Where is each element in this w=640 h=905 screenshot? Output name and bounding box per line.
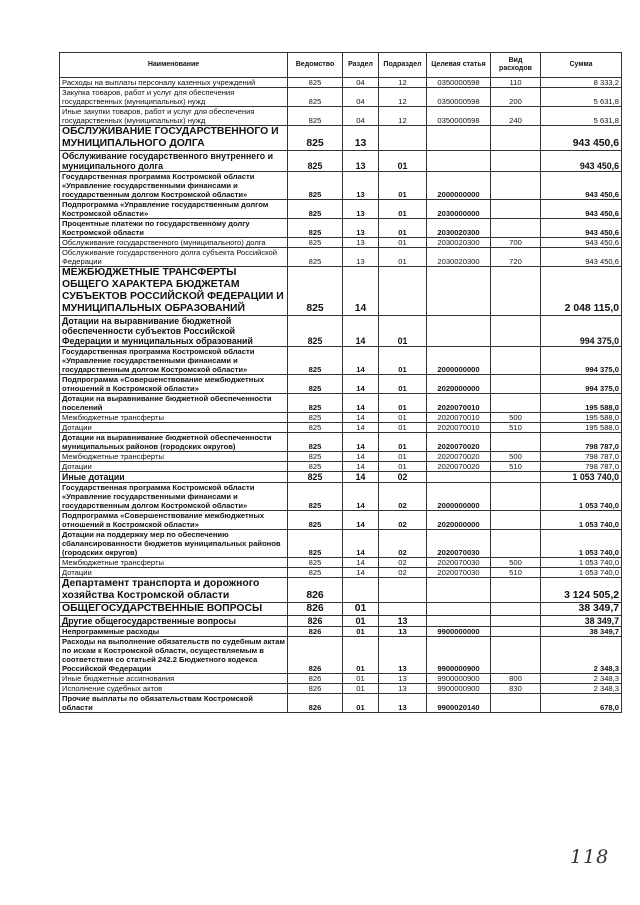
- row-subsection: 13: [379, 684, 427, 694]
- row-subsection: [379, 126, 427, 151]
- row-subsection: 02: [379, 511, 427, 530]
- row-section: 14: [343, 483, 379, 511]
- row-name: Межбюджетные трансферты: [60, 413, 288, 423]
- row-department: 825: [288, 452, 343, 462]
- row-target-article: 2020070020: [427, 462, 491, 472]
- row-target-article: 2020070030: [427, 558, 491, 568]
- table-row: [60, 267, 622, 316]
- row-amount: 798 787,0: [541, 462, 622, 472]
- row-section: 14: [343, 472, 379, 483]
- row-expense-type: 830: [491, 684, 541, 694]
- table-row: [60, 616, 622, 627]
- table-row: [60, 88, 622, 107]
- row-expense-type: [491, 267, 541, 316]
- row-department: 825: [288, 347, 343, 375]
- row-subsection: 13: [379, 637, 427, 674]
- row-amount: 1 053 740,0: [541, 483, 622, 511]
- row-target-article: 2000000000: [427, 483, 491, 511]
- row-subsection: 01: [379, 200, 427, 219]
- row-target-article: 2020070020: [427, 433, 491, 452]
- row-department: 825: [288, 413, 343, 423]
- table-row: [60, 238, 622, 248]
- row-department: 825: [288, 462, 343, 472]
- row-section: 13: [343, 248, 379, 267]
- row-department: 826: [288, 616, 343, 627]
- row-subsection: 02: [379, 558, 427, 568]
- row-amount: 38 349,7: [541, 603, 622, 616]
- row-target-article: [427, 316, 491, 347]
- row-subsection: 01: [379, 238, 427, 248]
- row-amount: 3 124 505,2: [541, 578, 622, 603]
- row-department: 825: [288, 433, 343, 452]
- row-expense-type: [491, 694, 541, 713]
- row-name: Департамент транспорта и дорожного хозяйства Костромской области: [60, 578, 288, 603]
- row-amount: 1 053 740,0: [541, 511, 622, 530]
- row-subsection: 01: [379, 248, 427, 267]
- row-amount: 5 631,8: [541, 107, 622, 126]
- row-expense-type: 500: [491, 558, 541, 568]
- table-row: [60, 423, 622, 433]
- row-subsection: 01: [379, 219, 427, 238]
- row-section: 14: [343, 530, 379, 558]
- row-target-article: [427, 126, 491, 151]
- row-section: 14: [343, 347, 379, 375]
- row-expense-type: [491, 511, 541, 530]
- row-name: Подпрограмма «Совершенствование межбюджетных отношений в Костромской области»: [60, 511, 288, 530]
- row-subsection: 02: [379, 530, 427, 558]
- row-subsection: 13: [379, 616, 427, 627]
- row-subsection: 01: [379, 347, 427, 375]
- row-amount: 1 053 740,0: [541, 472, 622, 483]
- table-row: [60, 452, 622, 462]
- budget-table: [59, 52, 622, 713]
- row-department: 825: [288, 219, 343, 238]
- row-target-article: [427, 603, 491, 616]
- row-department: 825: [288, 472, 343, 483]
- row-section: 01: [343, 674, 379, 684]
- table-row: [60, 78, 622, 88]
- row-section: 01: [343, 637, 379, 674]
- row-target-article: [427, 616, 491, 627]
- table-row: [60, 151, 622, 172]
- row-amount: 195 588,0: [541, 423, 622, 433]
- row-expense-type: 500: [491, 452, 541, 462]
- table-row: [60, 603, 622, 616]
- row-section: 13: [343, 238, 379, 248]
- row-target-article: 2000000000: [427, 172, 491, 200]
- header-amount: Сумма: [541, 53, 622, 78]
- row-expense-type: 510: [491, 462, 541, 472]
- row-subsection: 01: [379, 413, 427, 423]
- row-expense-type: [491, 530, 541, 558]
- row-subsection: 13: [379, 674, 427, 684]
- row-name: Расходы на выплаты персоналу казенных учреждений: [60, 78, 288, 88]
- row-department: 825: [288, 126, 343, 151]
- row-section: 14: [343, 267, 379, 316]
- row-section: 13: [343, 219, 379, 238]
- table-row: [60, 674, 622, 684]
- row-amount: 943 450,6: [541, 172, 622, 200]
- row-amount: 1 053 740,0: [541, 530, 622, 558]
- table-row: [60, 568, 622, 578]
- row-subsection: 01: [379, 452, 427, 462]
- row-name: Обслуживание государственного внутреннего и муниципального долга: [60, 151, 288, 172]
- row-target-article: 2020070030: [427, 568, 491, 578]
- row-target-article: 2020070010: [427, 394, 491, 413]
- row-target-article: 2030020300: [427, 238, 491, 248]
- row-name: Дотации на выравнивание бюджетной обеспеченности поселений: [60, 394, 288, 413]
- row-target-article: 2030020300: [427, 248, 491, 267]
- handwritten-page-number: 118: [570, 846, 610, 868]
- header-target-article: Целевая статья: [427, 53, 491, 78]
- table-row: [60, 433, 622, 452]
- table-row: [60, 413, 622, 423]
- row-department: 825: [288, 375, 343, 394]
- row-subsection: 12: [379, 107, 427, 126]
- row-section: 14: [343, 413, 379, 423]
- row-amount: 798 787,0: [541, 452, 622, 462]
- row-department: 826: [288, 603, 343, 616]
- row-target-article: [427, 151, 491, 172]
- row-name: Государственная программа Костромской области «Управление государственными финансами и государственным долгом Костромской области»: [60, 347, 288, 375]
- row-section: 14: [343, 394, 379, 413]
- row-target-article: 9900000900: [427, 674, 491, 684]
- row-department: 825: [288, 248, 343, 267]
- row-department: 825: [288, 267, 343, 316]
- table-row: [60, 126, 622, 151]
- row-subsection: 12: [379, 88, 427, 107]
- row-section: 14: [343, 568, 379, 578]
- table-row: [60, 530, 622, 558]
- row-subsection: 01: [379, 423, 427, 433]
- row-department: 825: [288, 483, 343, 511]
- row-name: Обслуживание государственного (муниципального) долга: [60, 238, 288, 248]
- row-expense-type: 240: [491, 107, 541, 126]
- table-row: [60, 394, 622, 413]
- row-department: 825: [288, 172, 343, 200]
- row-subsection: 02: [379, 568, 427, 578]
- row-section: 14: [343, 558, 379, 568]
- row-name: Межбюджетные трансферты: [60, 452, 288, 462]
- row-department: 825: [288, 238, 343, 248]
- row-subsection: 02: [379, 483, 427, 511]
- row-name: Дотации на выравнивание бюджетной обеспеченности муниципальных районов (городских округов): [60, 433, 288, 452]
- row-name: Дотации на поддержку мер по обеспечению сбалансированности бюджетов муниципальных районов (городских округов): [60, 530, 288, 558]
- row-target-article: 2020070010: [427, 413, 491, 423]
- row-expense-type: 110: [491, 78, 541, 88]
- row-expense-type: [491, 472, 541, 483]
- row-name: Иные бюджетные ассигнования: [60, 674, 288, 684]
- row-name: Подпрограмма «Совершенствование межбюджетных отношений в Костромской области»: [60, 375, 288, 394]
- row-department: 825: [288, 511, 343, 530]
- row-amount: 994 375,0: [541, 316, 622, 347]
- table-row: [60, 219, 622, 238]
- row-amount: 678,0: [541, 694, 622, 713]
- table-row: [60, 347, 622, 375]
- row-target-article: 2030000000: [427, 200, 491, 219]
- row-target-article: [427, 472, 491, 483]
- row-section: 01: [343, 694, 379, 713]
- row-department: 825: [288, 568, 343, 578]
- row-section: 13: [343, 126, 379, 151]
- row-amount: 943 450,6: [541, 200, 622, 219]
- row-amount: 943 450,6: [541, 219, 622, 238]
- row-amount: 2 348,3: [541, 674, 622, 684]
- row-section: 01: [343, 616, 379, 627]
- row-amount: 2 348,3: [541, 684, 622, 694]
- row-section: 14: [343, 423, 379, 433]
- row-expense-type: [491, 126, 541, 151]
- row-department: 825: [288, 530, 343, 558]
- row-department: 826: [288, 684, 343, 694]
- table-row: [60, 200, 622, 219]
- row-name: Непрограммные расходы: [60, 627, 288, 637]
- row-amount: 943 450,6: [541, 248, 622, 267]
- row-department: 825: [288, 78, 343, 88]
- row-subsection: [379, 578, 427, 603]
- row-amount: 38 349,7: [541, 616, 622, 627]
- row-section: [343, 578, 379, 603]
- row-expense-type: [491, 394, 541, 413]
- row-section: 04: [343, 88, 379, 107]
- row-subsection: 12: [379, 78, 427, 88]
- row-department: 825: [288, 151, 343, 172]
- row-expense-type: [491, 627, 541, 637]
- table-row: [60, 684, 622, 694]
- row-amount: 943 450,6: [541, 151, 622, 172]
- row-name: Прочие выплаты по обязательствам Костромской области: [60, 694, 288, 713]
- table-row: [60, 511, 622, 530]
- row-subsection: 01: [379, 151, 427, 172]
- row-name: Дотации: [60, 423, 288, 433]
- row-subsection: 01: [379, 375, 427, 394]
- header-subsection: Подраздел: [379, 53, 427, 78]
- row-target-article: 9900000900: [427, 637, 491, 674]
- row-expense-type: [491, 151, 541, 172]
- row-subsection: 01: [379, 316, 427, 347]
- row-section: 14: [343, 452, 379, 462]
- row-department: 825: [288, 394, 343, 413]
- row-expense-type: 720: [491, 248, 541, 267]
- row-subsection: 13: [379, 694, 427, 713]
- row-target-article: 2020070020: [427, 452, 491, 462]
- row-subsection: 01: [379, 462, 427, 472]
- row-name: Другие общегосударственные вопросы: [60, 616, 288, 627]
- table-row: [60, 172, 622, 200]
- header-name: Наименование: [60, 53, 288, 78]
- row-amount: 38 349,7: [541, 627, 622, 637]
- row-section: 04: [343, 107, 379, 126]
- row-subsection: [379, 603, 427, 616]
- row-subsection: 02: [379, 472, 427, 483]
- row-expense-type: [491, 172, 541, 200]
- row-name: Закупка товаров, работ и услуг для обеспечения государственных (муниципальных) нужд: [60, 88, 288, 107]
- row-target-article: 2020000000: [427, 511, 491, 530]
- row-name: Дотации: [60, 568, 288, 578]
- row-expense-type: [491, 375, 541, 394]
- row-target-article: 0350000598: [427, 88, 491, 107]
- row-subsection: 01: [379, 172, 427, 200]
- row-amount: 1 053 740,0: [541, 568, 622, 578]
- header-section: Раздел: [343, 53, 379, 78]
- table-row: [60, 462, 622, 472]
- row-department: 825: [288, 200, 343, 219]
- row-section: 04: [343, 78, 379, 88]
- table-row: [60, 472, 622, 483]
- row-amount: 2 348,3: [541, 637, 622, 674]
- row-expense-type: 510: [491, 568, 541, 578]
- row-expense-type: 700: [491, 238, 541, 248]
- row-expense-type: 510: [491, 423, 541, 433]
- row-section: 13: [343, 151, 379, 172]
- row-name: Процентные платежи по государственному долгу Костромской области: [60, 219, 288, 238]
- row-target-article: 9900000000: [427, 627, 491, 637]
- row-amount: 8 333,2: [541, 78, 622, 88]
- row-department: 826: [288, 578, 343, 603]
- table-row: [60, 637, 622, 674]
- table-row: [60, 107, 622, 126]
- row-target-article: 2020070010: [427, 423, 491, 433]
- row-amount: 994 375,0: [541, 347, 622, 375]
- row-expense-type: [491, 616, 541, 627]
- row-expense-type: [491, 219, 541, 238]
- row-section: 01: [343, 684, 379, 694]
- row-amount: 2 048 115,0: [541, 267, 622, 316]
- row-name: Межбюджетные трансферты: [60, 558, 288, 568]
- row-department: 825: [288, 316, 343, 347]
- row-amount: 195 588,0: [541, 394, 622, 413]
- row-target-article: [427, 578, 491, 603]
- row-department: 825: [288, 88, 343, 107]
- row-amount: 5 631,8: [541, 88, 622, 107]
- row-expense-type: [491, 637, 541, 674]
- row-name: Государственная программа Костромской области «Управление государственными финансами и государственным долгом Костромской области»: [60, 172, 288, 200]
- row-expense-type: [491, 578, 541, 603]
- row-name: Иные закупки товаров, работ и услуг для обеспечения государственных (муниципальных) нужд: [60, 107, 288, 126]
- table-row: [60, 316, 622, 347]
- table-row: [60, 375, 622, 394]
- row-target-article: 2020070030: [427, 530, 491, 558]
- row-expense-type: [491, 316, 541, 347]
- row-expense-type: [491, 483, 541, 511]
- row-expense-type: [491, 347, 541, 375]
- row-name: ОБЩЕГОСУДАРСТВЕННЫЕ ВОПРОСЫ: [60, 603, 288, 616]
- row-target-article: 0350000598: [427, 78, 491, 88]
- budget-table-sheet: [59, 52, 621, 713]
- row-target-article: 2000000000: [427, 347, 491, 375]
- header-expense-type: Вид расходов: [491, 53, 541, 78]
- row-amount: 994 375,0: [541, 375, 622, 394]
- row-target-article: 0350000598: [427, 107, 491, 126]
- row-section: 14: [343, 462, 379, 472]
- row-department: 826: [288, 627, 343, 637]
- row-name: Обслуживание государственного долга субъекта Российской Федерации: [60, 248, 288, 267]
- row-name: Государственная программа Костромской области «Управление государственными финансами и государственным долгом Костромской области»: [60, 483, 288, 511]
- row-target-article: 9900000900: [427, 684, 491, 694]
- row-department: 825: [288, 107, 343, 126]
- table-row: [60, 558, 622, 568]
- table-row: [60, 248, 622, 267]
- row-amount: 195 588,0: [541, 413, 622, 423]
- row-section: 14: [343, 316, 379, 347]
- row-section: 13: [343, 172, 379, 200]
- row-subsection: 01: [379, 433, 427, 452]
- row-department: 826: [288, 694, 343, 713]
- header-department: Ведомство: [288, 53, 343, 78]
- row-name: Иные дотации: [60, 472, 288, 483]
- row-department: 826: [288, 674, 343, 684]
- row-amount: 943 450,6: [541, 238, 622, 248]
- row-subsection: [379, 267, 427, 316]
- row-amount: 943 450,6: [541, 126, 622, 151]
- row-section: 01: [343, 627, 379, 637]
- table-row: [60, 483, 622, 511]
- row-amount: 798 787,0: [541, 433, 622, 452]
- row-department: 825: [288, 423, 343, 433]
- row-department: 826: [288, 637, 343, 674]
- row-subsection: 01: [379, 394, 427, 413]
- row-expense-type: [491, 200, 541, 219]
- row-section: 14: [343, 511, 379, 530]
- table-row: [60, 578, 622, 603]
- row-expense-type: [491, 433, 541, 452]
- row-amount: 1 053 740,0: [541, 558, 622, 568]
- row-name: МЕЖБЮДЖЕТНЫЕ ТРАНСФЕРТЫ ОБЩЕГО ХАРАКТЕРА БЮДЖЕТАМ СУБЪЕКТОВ РОССИЙСКОЙ ФЕДЕРАЦИИ И МУНИЦИПАЛЬНЫХ ОБРАЗОВАНИЙ: [60, 267, 288, 316]
- table-row: [60, 627, 622, 637]
- row-expense-type: 500: [491, 413, 541, 423]
- row-name: Исполнение судебных актов: [60, 684, 288, 694]
- row-target-article: 9900020140: [427, 694, 491, 713]
- row-section: 14: [343, 375, 379, 394]
- row-section: 14: [343, 433, 379, 452]
- row-subsection: 13: [379, 627, 427, 637]
- table-row: [60, 694, 622, 713]
- row-expense-type: 800: [491, 674, 541, 684]
- row-name: ОБСЛУЖИВАНИЕ ГОСУДАРСТВЕННОГО И МУНИЦИПАЛЬНОГО ДОЛГА: [60, 126, 288, 151]
- row-section: 01: [343, 603, 379, 616]
- row-name: Дотации: [60, 462, 288, 472]
- row-name: Расходы на выполнение обязательств по судебным актам по искам к Костромской области, осуществляемым в соответствии со статьей 242.2 Бюджетного кодекса Российской Федерации: [60, 637, 288, 674]
- row-name: Дотации на выравнивание бюджетной обеспеченности субъектов Российской Федерации и муниципальных образований: [60, 316, 288, 347]
- row-target-article: [427, 267, 491, 316]
- row-expense-type: 200: [491, 88, 541, 107]
- table-header-row: [60, 53, 622, 78]
- row-department: 825: [288, 558, 343, 568]
- row-target-article: 2020000000: [427, 375, 491, 394]
- row-target-article: 2030020300: [427, 219, 491, 238]
- row-name: Подпрограмма «Управление государственным долгом Костромской области»: [60, 200, 288, 219]
- row-section: 13: [343, 200, 379, 219]
- row-expense-type: [491, 603, 541, 616]
